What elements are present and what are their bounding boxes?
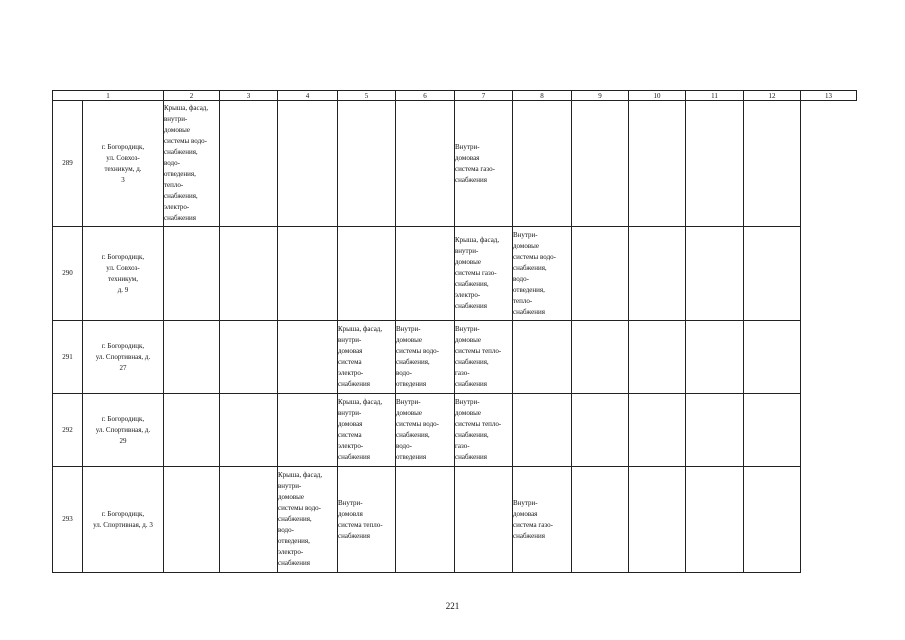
empty-cell xyxy=(744,101,801,227)
work-cell-col8 xyxy=(455,394,513,467)
work-line: системы газо- xyxy=(455,269,497,277)
work-line: домовые xyxy=(164,126,190,134)
empty-cell xyxy=(686,321,744,394)
work-line: электро- xyxy=(338,442,364,450)
work-line: отведения, xyxy=(513,285,545,294)
work-line: системы водо- xyxy=(513,252,556,261)
address-line: г. Богородицк, xyxy=(101,509,145,518)
work-line: снабжения xyxy=(278,559,310,567)
work-line: Внутри- xyxy=(455,142,480,151)
work-cell-col6 xyxy=(338,467,396,573)
work-line: Внутри- xyxy=(513,230,538,239)
work-cell-col6 xyxy=(338,321,396,394)
empty-cell xyxy=(744,227,801,321)
empty-cell xyxy=(572,101,629,227)
header-cell: 13 xyxy=(801,91,857,101)
work-line: снабжения, xyxy=(164,148,198,156)
work-line: Внутри- xyxy=(396,325,421,333)
work-cell-col9 xyxy=(513,321,572,394)
work-line: внутри- xyxy=(164,115,188,123)
work-line: снабжения, xyxy=(396,358,430,366)
work-line: отведения xyxy=(396,453,427,461)
work-line: Внутри- xyxy=(513,498,538,507)
empty-cell xyxy=(629,394,686,467)
work-line: электро- xyxy=(455,291,481,299)
empty-cell xyxy=(686,394,744,467)
work-line: домовые xyxy=(455,258,481,266)
header-cell: 10 xyxy=(629,91,686,101)
empty-cell xyxy=(572,227,629,321)
work-line: внутри- xyxy=(278,482,302,490)
work-line: водо- xyxy=(278,526,294,534)
empty-cell xyxy=(686,467,744,573)
work-cell-col9 xyxy=(513,467,572,573)
work-line: снабжения xyxy=(455,380,487,388)
work-line: газо- xyxy=(455,442,470,450)
empty-cell xyxy=(629,467,686,573)
work-line: Крыша, фасад, xyxy=(338,325,383,333)
empty-cell xyxy=(220,467,278,573)
work-line: газо- xyxy=(455,369,470,377)
empty-cell xyxy=(629,321,686,394)
work-cell-col8 xyxy=(455,321,513,394)
column-number-header xyxy=(53,91,857,101)
work-cell-col7 xyxy=(396,394,455,467)
page-number: 221 xyxy=(445,601,460,611)
work-line: Внутри- xyxy=(338,498,363,507)
table-row xyxy=(53,321,857,394)
work-line: водо- xyxy=(396,442,412,450)
work-line: Крыша, фасад, xyxy=(455,236,500,244)
work-line: домовые xyxy=(396,336,422,344)
work-cell-col5 xyxy=(278,467,338,573)
work-line: системы водо- xyxy=(396,347,439,355)
work-cell-col3 xyxy=(164,321,220,394)
empty-cell xyxy=(686,101,744,227)
empty-cell xyxy=(572,321,629,394)
work-cell-col6 xyxy=(338,394,396,467)
work-line: внутри- xyxy=(338,409,362,417)
header-cell: 7 xyxy=(455,91,513,101)
work-line: водо- xyxy=(164,159,180,167)
header-cell: 12 xyxy=(744,91,801,101)
empty-cell xyxy=(220,321,278,394)
work-line: снабжения xyxy=(338,380,370,388)
row-number-cell: 291 xyxy=(53,321,83,394)
empty-cell xyxy=(744,467,801,573)
empty-cell xyxy=(572,467,629,573)
work-line: снабжения, xyxy=(455,280,489,288)
address-line: г. Богородицк, xyxy=(101,142,145,151)
work-cell-col5 xyxy=(278,227,338,321)
work-line: Крыша, фасад, xyxy=(338,398,383,406)
work-line: снабжения xyxy=(338,531,370,540)
work-cell-col6 xyxy=(338,227,396,321)
work-cell-col8 xyxy=(455,227,513,321)
work-line: системы водо- xyxy=(396,420,439,428)
work-cell-col9 xyxy=(513,394,572,467)
header-cell: 5 xyxy=(338,91,396,101)
work-line: системы тепло- xyxy=(455,347,502,355)
work-line: снабжения xyxy=(455,302,487,310)
row-number-cell: 292 xyxy=(53,394,83,467)
empty-cell xyxy=(220,227,278,321)
address-line: ул. Спортивная, д. 3 xyxy=(93,520,153,529)
empty-cell xyxy=(220,394,278,467)
work-line: Внутри- xyxy=(455,398,480,406)
row-number-cell: 290 xyxy=(53,227,83,321)
work-line: домовые xyxy=(396,409,422,417)
header-cell: 2 xyxy=(164,91,220,101)
header-cell: 3 xyxy=(220,91,278,101)
work-cell-col9 xyxy=(513,101,572,227)
work-line: системы водо- xyxy=(164,137,207,145)
work-line: Крыша, фасад, xyxy=(278,471,323,479)
work-line: внутри- xyxy=(338,336,362,344)
work-line: домовая xyxy=(338,347,363,355)
work-line: система xyxy=(338,431,362,439)
work-line: электро- xyxy=(338,369,364,377)
work-line: домовля xyxy=(338,509,363,518)
work-line: снабжения, xyxy=(455,431,489,439)
work-cell-col7 xyxy=(396,467,455,573)
work-line: система xyxy=(338,358,362,366)
work-line: домовая xyxy=(455,153,480,162)
work-line: системы тепло- xyxy=(455,420,502,428)
table-row xyxy=(53,467,857,573)
empty-cell xyxy=(629,101,686,227)
work-line: домовые xyxy=(513,241,539,250)
work-line: снабжения xyxy=(455,175,487,184)
empty-cell xyxy=(744,394,801,467)
work-line: электро- xyxy=(278,548,304,556)
address-line: ул. Спортивная, д. xyxy=(95,425,151,434)
work-line: снабжения xyxy=(338,453,370,461)
work-line: внутри- xyxy=(455,247,479,255)
works-table xyxy=(52,90,857,573)
row-number-cell: 289 xyxy=(53,101,83,227)
work-line: тепло- xyxy=(164,181,184,189)
address-cell xyxy=(83,101,164,227)
address-line: техникум, д. xyxy=(104,164,142,173)
header-cell: 8 xyxy=(513,91,572,101)
address-line: ул. Совхоз- xyxy=(106,153,140,162)
work-line: Крыша, фасад, xyxy=(164,104,209,112)
work-line: снабжения, xyxy=(513,263,547,272)
work-line: домовые xyxy=(278,493,304,501)
work-line: домовые xyxy=(455,336,481,344)
work-line: Внутри- xyxy=(396,398,421,406)
address-line: г. Богородицк, xyxy=(101,252,145,261)
address-cell xyxy=(83,467,164,573)
work-line: отведения xyxy=(396,380,427,388)
address-line: 3 xyxy=(121,175,125,184)
work-line: снабжения, xyxy=(396,431,430,439)
work-cell-col7 xyxy=(396,321,455,394)
row-number-cell: 293 xyxy=(53,467,83,573)
work-cell-col3 xyxy=(164,227,220,321)
work-line: система тепло- xyxy=(338,520,383,529)
work-line: снабжения, xyxy=(278,515,312,523)
work-line: домовая xyxy=(338,420,363,428)
work-line: снабжения xyxy=(455,453,487,461)
work-cell-col7 xyxy=(396,227,455,321)
work-line: снабжения, xyxy=(164,192,198,200)
work-line: Внутри- xyxy=(455,325,480,333)
header-cell: 4 xyxy=(278,91,338,101)
address-line: 27 xyxy=(119,363,127,372)
empty-cell xyxy=(744,321,801,394)
work-cell-col5 xyxy=(278,321,338,394)
address-cell xyxy=(83,394,164,467)
empty-cell xyxy=(220,101,278,227)
work-cell-col3 xyxy=(164,394,220,467)
work-line: снабжения xyxy=(513,531,545,540)
work-cell-col6 xyxy=(338,101,396,227)
work-cell-col7 xyxy=(396,101,455,227)
work-line: тепло- xyxy=(513,296,533,305)
address-line: техникум, xyxy=(108,274,138,283)
work-line: система газо- xyxy=(455,164,495,173)
work-line: система газо- xyxy=(513,520,553,529)
work-cell-col8 xyxy=(455,467,513,573)
address-line: г. Богородицк, xyxy=(101,414,145,423)
address-line: г. Богородицк, xyxy=(101,341,145,350)
work-line: отведения, xyxy=(164,170,196,178)
header-cell: 1 xyxy=(53,91,164,101)
address-cell xyxy=(83,227,164,321)
work-line: домовые xyxy=(455,409,481,417)
address-line: ул. Совхоз- xyxy=(106,263,140,272)
empty-cell xyxy=(572,394,629,467)
work-line: отведения, xyxy=(278,537,310,545)
table-row xyxy=(53,227,857,321)
work-cell-col3 xyxy=(164,101,220,227)
address-line: 29 xyxy=(119,436,127,445)
work-line: снабжения, xyxy=(455,358,489,366)
work-cell-col9 xyxy=(513,227,572,321)
work-line: системы водо- xyxy=(278,504,321,512)
work-line: снабжения xyxy=(164,214,196,222)
empty-cell xyxy=(686,227,744,321)
work-line: водо- xyxy=(396,369,412,377)
table-row xyxy=(53,101,857,227)
header-cell: 6 xyxy=(396,91,455,101)
work-cell-col8 xyxy=(455,101,513,227)
work-line: электро- xyxy=(164,203,190,211)
address-line: ул. Спортивная, д. xyxy=(95,352,151,361)
work-line: домовая xyxy=(513,509,538,518)
table-row xyxy=(53,394,857,467)
address-line: д. 9 xyxy=(117,285,129,294)
header-cell: 11 xyxy=(686,91,744,101)
header-cell: 9 xyxy=(572,91,629,101)
work-line: водо- xyxy=(513,274,529,283)
address-cell xyxy=(83,321,164,394)
work-cell-col5 xyxy=(278,101,338,227)
empty-cell xyxy=(629,227,686,321)
work-line: снабжения xyxy=(513,307,545,316)
work-cell-col3 xyxy=(164,467,220,573)
work-cell-col5 xyxy=(278,394,338,467)
